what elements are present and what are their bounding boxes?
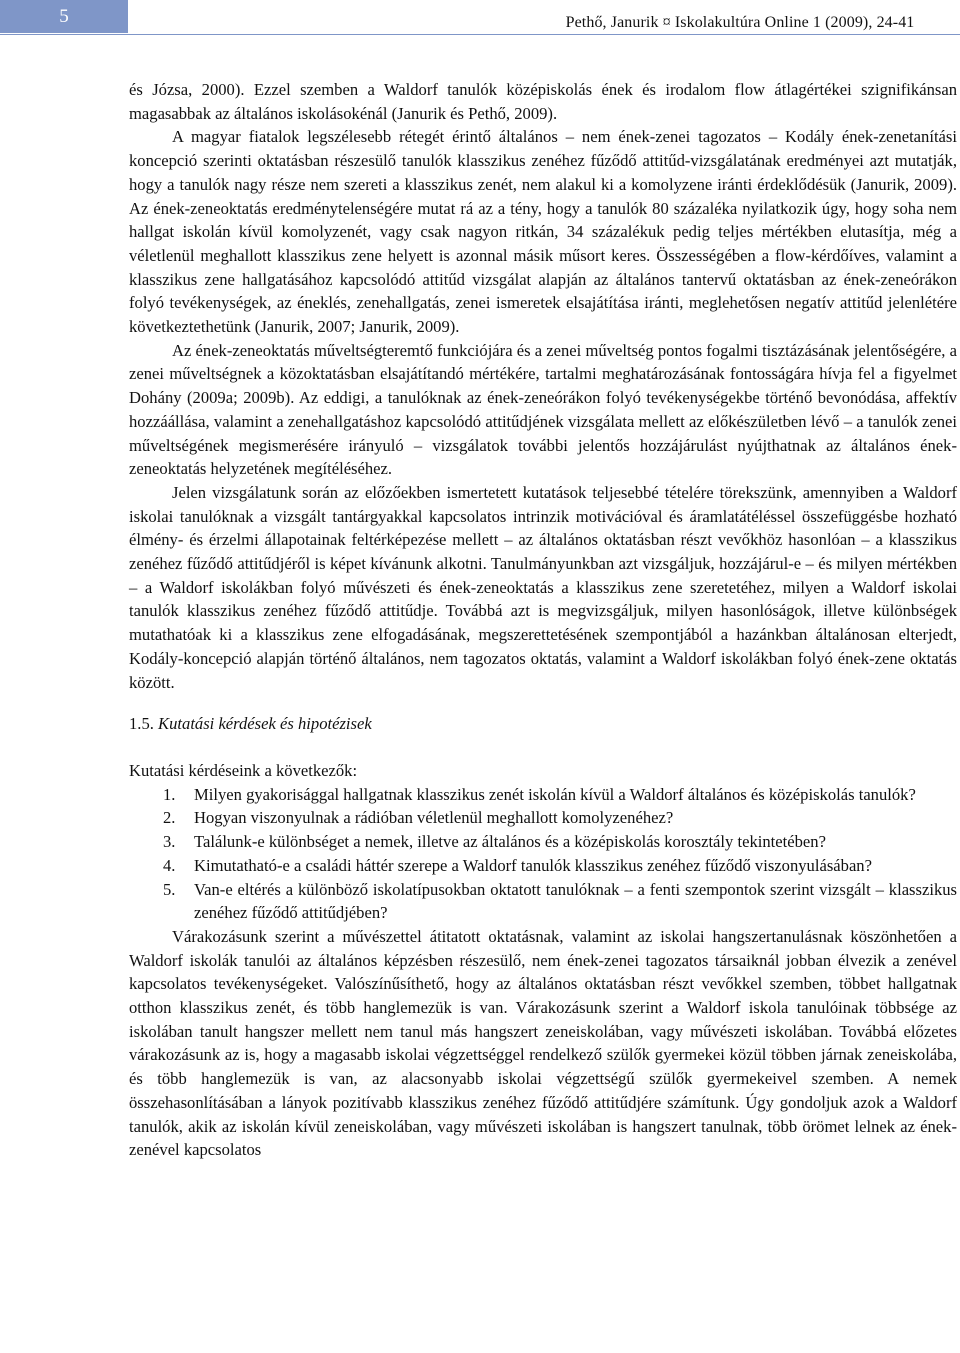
list-item	[129, 783, 957, 807]
list-item	[129, 878, 957, 925]
header-rule	[0, 34, 960, 35]
paragraph-2: A magyar fiatalok legszélesebb rétegét érintő általános – nem ének-zenei tagozatos – Kodály ének-zenetanítási koncepció szerinti oktatásban részesülő tanulók klasszikus zenéhez fűződő attitűd-vizsgálatának eredményei azt mutatják, hogy a tanulók nagy része nem szereti a klasszikus zenét, nem alakul ki a komolyzene iránti érdeklődésük (Janurik, 2009). Az ének-zeneoktatás eredménytelenségére mutat rá az a tény, hogy a tanulók 80 százaléka nyilatkozik úgy, hogy soha nem hallgat iskolán kívül komolyzenét, vagy csak nagyon ritkán, 34 százalékuk pedig teljes mértékben elutasítja, még a véletlenül meghallott klasszikus zene helyett is azonnal másik műsort keres. Összességében a flow-kérdőíves, valamint a klasszikus zene hallgatásához kapcsolódó attitűd vizsgálat alapján az általános tantervű oktatásban az ének-zeneórákon folyó tevékenységek, az éneklés, zenehallgatás, zenei ismeretek elsajátítása iránti, meglehetősen negatív attitűd jelenlétére következtethetünk (Janurik, 2007; Janurik, 2009).	[129, 127, 957, 337]
section-heading	[129, 712, 957, 736]
list-item-number: 5.	[163, 879, 176, 899]
list-item-text: Kimutatható-e a családi háttér szerepe a Waldorf tanulók klasszikus zenéhez fűződő viszonyulásában?	[194, 855, 872, 875]
list-item-number: 2.	[163, 808, 176, 828]
list-item-text: Milyen gyakorisággal hallgatnak klasszikus zenét iskolán kívül a Waldorf általános és középiskolás tanulók?	[194, 784, 916, 804]
page-number: 5	[0, 0, 128, 33]
list-item-text: Van-e eltérés a különböző iskolatípusokban oktatott tanulóknak – a fenti szempontok szerint vizsgált – klasszikus zenéhez fűződő attitűdjében?	[194, 879, 957, 923]
list-item	[129, 806, 957, 830]
page-body	[129, 78, 957, 1162]
research-questions-list	[129, 783, 957, 925]
list-item	[129, 854, 957, 878]
section-number: 1.5.	[129, 714, 154, 734]
list-item-text: Találunk-e különbséget a nemek, illetve az általános és a középiskolás korosztály tekintetében?	[194, 832, 826, 852]
list-item-number: 4.	[163, 855, 176, 875]
running-head: Pethő, Janurik ¤ Iskolakultúra Online 1 (2009), 24-41	[565, 14, 915, 31]
list-item-text: Hogyan viszonyulnak a rádióban véletlenül meghallott komolyzenéhez?	[194, 808, 674, 828]
section-title: Kutatási kérdések és hipotézisek	[158, 714, 372, 734]
questions-intro: Kutatási kérdéseink a következők:	[129, 760, 358, 780]
paragraph-4: Jelen vizsgálatunk során az előzőekben ismertetett kutatások teljesebbé tételére törekszünk, amennyiben a Waldorf iskolai tanulóknak a vizsgált tantárgyakkal kapcsolatos intrinzik motivációval és áramlatátéléssel összefüggésbe hozható élmény- és érzelmi állapotainak feltérképezése mellett – az általános oktatásban részt vevőkhöz hasonlóan – a klasszikus zenéhez fűződő attitűdjéről is képet kívánunk alkotni. Tanulmányunkban azt vizsgáljuk, hozzájárul-e – és milyen mértékben – a Waldorf iskolákban folyó művészeti és ének-zeneoktatás a klasszikus zene szeretetéhez, milyen a Waldorf iskolai tanulók klasszikus zenéhez fűződő attitűdje. Továbbá azt is megvizsgáljuk, milyen hasonlóságok, illetve különbségek mutathatóak ki a klasszikus zene elfogadásának, megszerettetésének szempontjából a hazánkban általánosan elterjedt, Kodály-koncepció alapján történő általános, nem tagozatos oktatás, valamint a Waldorf iskolákban folyó ének-zene oktatás között.	[129, 482, 957, 692]
paragraph-5: Várakozásunk szerint a művészettel átitatott oktatásnak, valamint az iskolai hangszertanulásnak köszönhetően a Waldorf iskolák tanulói az általános képzésben részesülő, nem ének-zenei tagozatos társaiknál jobban élvezik a zenével kapcsolatos tevékenységeket. Valószínűsíthető, hogy az általános oktatásban részt vevőkkel szemben, többet hallgatnak otthon klasszikus zenét, és több hanglemezük is van. Várakozásunk szerint a Waldorf iskola tanulóinak többsége az iskolában tanult hangszer mellett nem tanul más hangszert zeneiskolában, vagy művészeti iskolában. Továbbá előzetes várakozásunk az is, hogy a magasabb iskolai végzettséggel rendelkező szülők gyermekei közül többen járnak zeneiskolába, és több hanglemezük is van, az alacsonyabb iskolai végzettségű szülők gyermekeivel szemben. A nemek összehasonlításában a lányok pozitívabb klasszikus zenéhez fűződő attitűdjére számítunk. Úgy gondoljuk azok a Waldorf tanulók, akik az iskolán kívül zeneiskolában, vagy művészeti iskolában is hangszert tanulnak, több örömet lelnek az ének-zenével kapcsolatos	[129, 926, 957, 1160]
paragraph-1: és Józsa, 2000). Ezzel szemben a Waldorf tanulók középiskolás ének és irodalom flow átlagértékei szignifikánsan magasabbak az általános iskolásokénál (Janurik és Pethő, 2009).	[129, 80, 957, 123]
list-item	[129, 830, 957, 854]
paragraph-3: Az ének-zeneoktatás műveltségteremtő funkciójára és a zenei műveltség pontos fogalmi tisztázásának jelentőségére, a zenei műveltségnek a közoktatásban elsajátítandó mértékére, tartalmi meghatározásának fontosságára hívja fel a figyelmet Dohány (2009a; 2009b). Az eddigi, a tanulóknak az ének-zeneórákon folyó tevékenységekbe történő bevonódása, affektív hozzáállása, valamint a zenehallgatáshoz kapcsolódó attitűdjének vizsgálata mellett az előkészületben lévő – a tanulók zenei műveltségének megismerésére irányuló – vizsgálatok további jelentős hozzájárulást nyújthatnak az általános ének-zeneoktatás helyzetének megítéléséhez.	[129, 340, 957, 479]
list-item-number: 3.	[163, 832, 176, 852]
list-item-number: 1.	[163, 784, 176, 804]
